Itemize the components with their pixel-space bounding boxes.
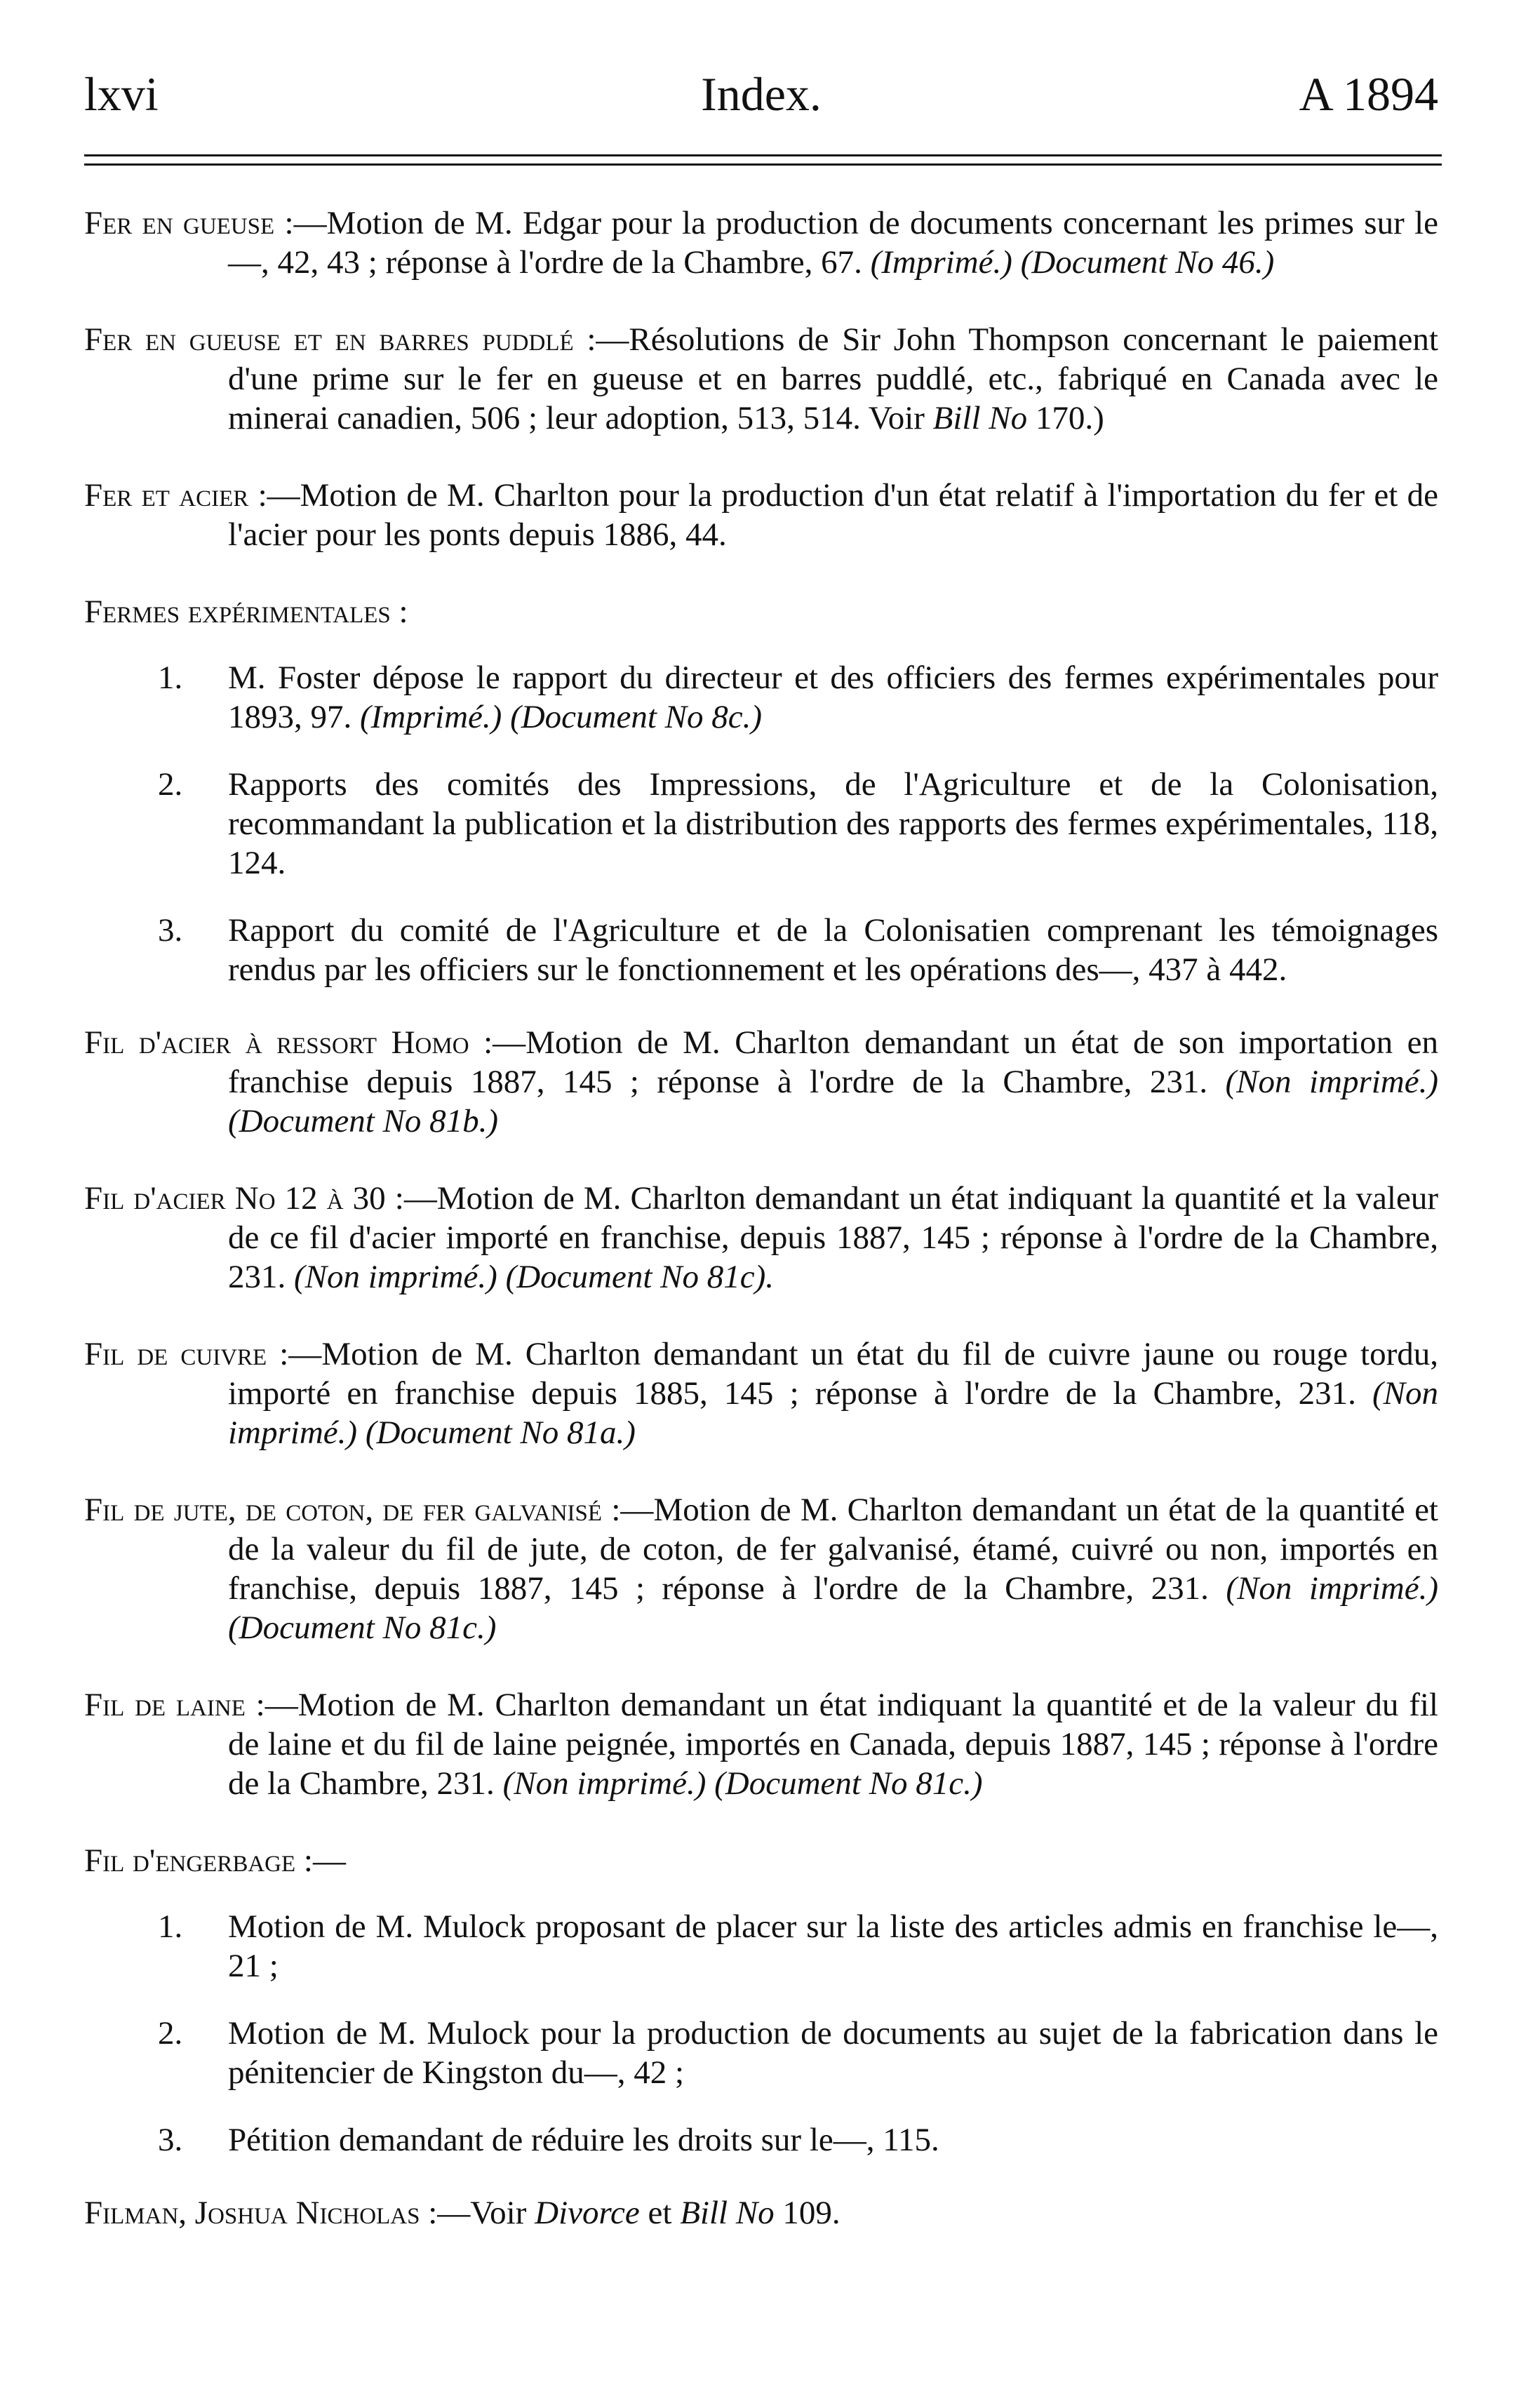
entries-block-2 xyxy=(84,1023,1438,1803)
index-entry xyxy=(84,203,1438,282)
page-title: Index. xyxy=(701,67,822,121)
engerbage-items xyxy=(84,1907,1438,2160)
entry-head: Fil de cuivre xyxy=(84,1336,267,1372)
entry-separator: : xyxy=(390,594,408,630)
entry-italic-text: (Imprimé.) xyxy=(870,244,1012,281)
entry-italic-text: (Document No 81c). xyxy=(505,1259,774,1295)
entry-text: Motion de M. Charlton demandant un état indiquant la quantité et de la valeur du fil de laine et du fil de laine peignée, importés en Canada, depuis 1887, 145 ; réponse à l'ordre de la Chambre, 231. xyxy=(228,1687,1438,1802)
sub-entry xyxy=(84,2014,1438,2092)
sub-entry xyxy=(84,2120,1438,2160)
entry-text: Motion de M. Charlton demandant un état indiquant la quantité et la valeur de ce fil d'acier importé en franchise, depuis 1887, 145 ; réponse à l'ordre de la Chambre, 231. xyxy=(228,1180,1438,1295)
sub-entry xyxy=(84,1907,1438,1986)
entry-head: Fer en gueuse xyxy=(84,205,275,241)
entry-italic-text: (Non imprimé.) xyxy=(294,1259,497,1295)
sub-entry-number: 1. xyxy=(158,1908,183,1945)
entry-text xyxy=(497,1259,506,1295)
index-entry xyxy=(84,1490,1438,1647)
entry-head: Fil d'acier No 12 à 30 xyxy=(84,1180,386,1217)
index-entry xyxy=(84,1685,1438,1803)
entry-separator: :— xyxy=(274,205,327,241)
entry-separator: :— xyxy=(573,321,629,358)
entry-italic-text: Divorce xyxy=(535,2195,640,2231)
entry-text: Motion de M. Edgar pour la production de documents concernant les primes sur le—, 42, 43 ; réponse à l'ordre de la Chambre, 67. xyxy=(228,205,1438,281)
entry-text xyxy=(1012,244,1021,281)
index-entry xyxy=(84,320,1438,438)
entry-italic-text: (Document No 81c.) xyxy=(228,1610,497,1646)
entry-separator: :— xyxy=(469,1024,526,1061)
entry-head: Fil d'engerbage xyxy=(84,1842,296,1879)
entry-separator: :— xyxy=(295,1842,346,1879)
entry-text xyxy=(706,1765,714,1802)
entry-italic-text: (Document No 81b.) xyxy=(228,1103,499,1139)
entry-text: 170.) xyxy=(1027,400,1104,436)
entry-text: Voir xyxy=(470,2195,535,2231)
sub-entry-number: 3. xyxy=(158,912,183,949)
page-header xyxy=(84,67,1438,130)
index-entry xyxy=(84,1023,1438,1141)
sub-entry-number: 2. xyxy=(158,2015,183,2052)
entry-head: Fer en gueuse et en barres puddlé xyxy=(84,321,574,358)
entry-text: Résolutions de Sir John Thompson concernant le paiement d'une prime sur le fer en gueuse et en barres puddlé, etc., fabriqué en Canada avec le minerai canadien, 506 ; leur adoption, 513, 514. Voir xyxy=(228,321,1438,436)
fermes-entry xyxy=(84,592,1438,989)
entry-text: Motion de M. Charlton demandant un état du fil de cuivre jaune ou rouge tordu, importé en franchise depuis 1885, 145 ; réponse à l'ordre de la Chambre, 231. xyxy=(228,1336,1439,1412)
entry-separator: :— xyxy=(245,1687,298,1723)
entry-italic-text: (Document No 81c.) xyxy=(714,1765,983,1802)
entry-head: Fil de jute, de coton, de fer galvanisé xyxy=(84,1492,603,1528)
index-entry-heading xyxy=(84,1841,1438,1880)
entry-italic-text: (Non imprimé.) xyxy=(228,1375,1438,1451)
entry-italic-text: (Document No 81a.) xyxy=(365,1414,636,1451)
entries-block-1 xyxy=(84,203,1438,554)
fermes-items xyxy=(84,658,1438,989)
entry-text xyxy=(502,699,510,735)
entry-separator: :— xyxy=(248,477,300,514)
entry-separator: :— xyxy=(602,1492,654,1528)
entry-text: Motion de M. Charlton pour la production d'un état relatif à l'importation du fer et de l'acier pour les ponts depuis 1886, 44. xyxy=(228,477,1439,553)
entry-head: Fil de laine xyxy=(84,1687,246,1723)
entry-italic-text: (Non imprimé.) xyxy=(502,1765,707,1802)
entry-text: Pétition demandant de réduire les droits sur le—, 115. xyxy=(228,2122,939,2158)
entry-text: M. Foster dépose le rapport du directeur et des officiers des fermes expérimentales pour 1893, 97. xyxy=(228,660,1438,735)
entry-body xyxy=(470,2195,840,2231)
sub-entry xyxy=(84,911,1438,989)
sub-entry-number: 2. xyxy=(158,766,183,803)
entry-italic-text: (Imprimé.) xyxy=(360,699,502,735)
sub-entry xyxy=(84,658,1438,737)
entry-text: 109. xyxy=(774,2195,841,2231)
entry-text: Motion de M. Charlton demandant un état de son importation en franchise depuis 1887, 145 ; réponse à l'ordre de la Chambre, 231. xyxy=(228,1024,1439,1100)
index-entry xyxy=(84,476,1438,554)
entry-head: Fil d'acier à ressort Homo xyxy=(84,1024,469,1061)
index-entry-heading xyxy=(84,592,1438,631)
index-entry xyxy=(84,1334,1438,1452)
entry-text: et xyxy=(639,2195,681,2231)
sub-entry xyxy=(84,765,1438,883)
engerbage-entry xyxy=(84,1841,1438,2160)
page-year: A 1894 xyxy=(1299,67,1438,121)
entry-text: Motion de M. Charlton demandant un état de la quantité et de la valeur du fil de jute, de coton, de fer galvanisé, étamé, cuivré ou non, importés en franchise, depuis 1887, 145 ; réponse à l'ordre de la Chambre, 231. xyxy=(228,1492,1438,1607)
entry-italic-text: (Non imprimé.) xyxy=(1225,1064,1438,1100)
entry-italic-text: Bill No xyxy=(680,2195,775,2231)
entry-text: Motion de M. Mulock pour la production de documents au sujet de la fabrication dans le pénitencier de Kingston du—, 42 ; xyxy=(228,2015,1438,2091)
entry-head: Fermes expérimentales xyxy=(84,594,391,630)
entry-italic-text: Bill No xyxy=(932,400,1028,436)
filman-entry xyxy=(84,2193,1438,2233)
header-rule xyxy=(84,154,1442,166)
sub-entry-number: 1. xyxy=(158,660,183,696)
entry-text: Motion de M. Mulock proposant de placer sur la liste des articles admis en franchise le—, 21 ; xyxy=(228,1908,1438,1984)
entry-text: Rapport du comité de l'Agriculture et de la Colonisatien comprenant les témoignages rendus par les officiers sur le fonctionnement et les opérations des—, 437 à 442. xyxy=(228,912,1438,988)
entry-head: Fer et acier xyxy=(84,477,249,514)
entry-italic-text: (Non imprimé.) xyxy=(1226,1570,1438,1607)
entry-head: Filman, Joshua Nicholas xyxy=(84,2195,420,2231)
sub-entry-number: 3. xyxy=(158,2122,183,2158)
index-entry xyxy=(84,1179,1438,1297)
entry-separator: :— xyxy=(385,1180,437,1217)
entry-italic-text: (Document No 46.) xyxy=(1020,244,1275,281)
entry-separator: :— xyxy=(420,2195,471,2231)
entry-italic-text: (Document No 8c.) xyxy=(510,699,762,735)
entry-text: Rapports des comités des Impressions, de l'Agriculture et de la Colonisation, recommandant la publication et la distribution des rapports des fermes expérimentales, 118, 124. xyxy=(228,766,1438,881)
entry-separator: :— xyxy=(267,1336,322,1372)
page-number: lxvi xyxy=(84,67,159,121)
entry-text xyxy=(357,1414,366,1451)
index-content xyxy=(84,203,1438,2270)
